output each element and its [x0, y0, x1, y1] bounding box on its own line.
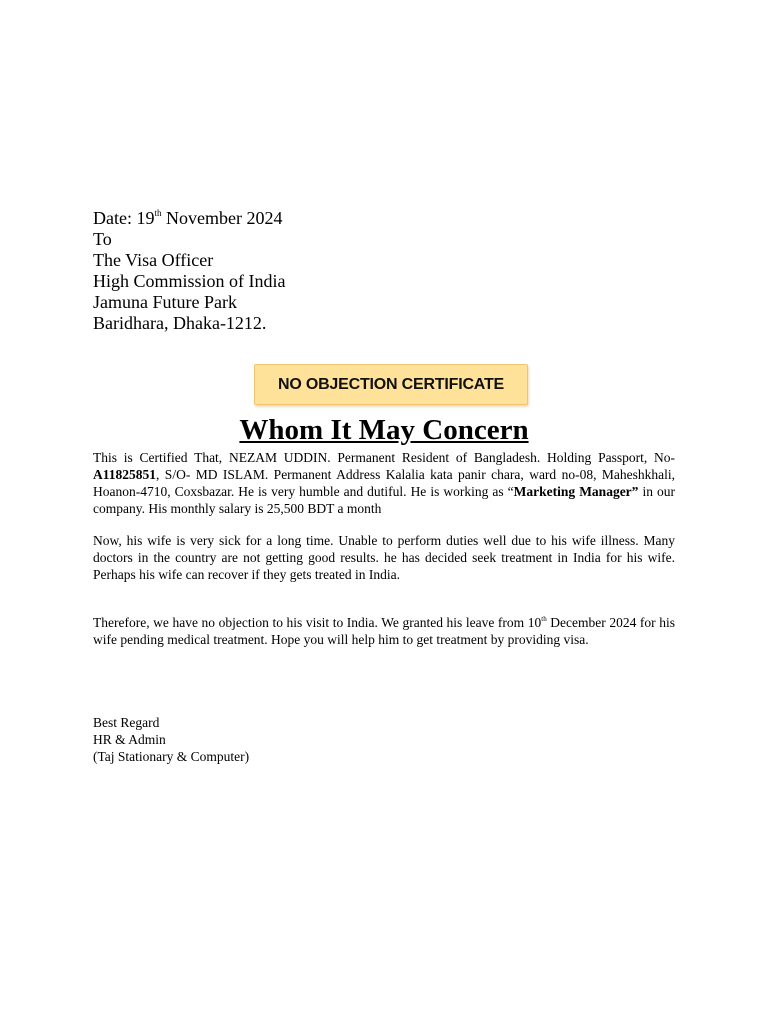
recipient-office: High Commission of India [93, 271, 286, 291]
recipient-address-line2: Baridhara, Dhaka-1212. [93, 313, 267, 333]
date-month-year: November 2024 [161, 208, 283, 228]
letter-heading: Whom It May Concern [239, 414, 529, 446]
noc-badge [254, 364, 528, 405]
paragraph-permission [93, 614, 675, 648]
para1-middle: , S/O- MD ISLAM. Permanent Address Kalalia kata panir chara, ward no-08, Maheshkhali, Hoanon-4710, Coxsbazar. He is very humble and dutiful. He is working as “ [93, 467, 675, 499]
para3-ordinal: th [541, 615, 547, 623]
passport-number: A11825851 [93, 467, 157, 482]
company-name: (Taj Stationary & Computer) [93, 749, 250, 764]
department: HR & Admin [93, 732, 166, 747]
para1-end: in our company. His monthly salary is 25,500 BDT a month [93, 484, 675, 516]
noc-badge-label: NO OBJECTION CERTIFICATE [277, 375, 505, 393]
recipient-title: The Visa Officer [93, 250, 214, 270]
paragraph-illness: Now, his wife is very sick for a long time. Unable to perform duties well due to his wife illness. Many doctors in the country are not getting good results. he has decided seek treatment in India for his wife. Perhaps his wife can recover if they gets treated in India. [93, 533, 675, 582]
recipient-to: To [93, 229, 112, 249]
recipient-address-line1: Jamuna Future Park [93, 292, 237, 312]
closing: Best Regard [93, 715, 160, 730]
signoff-block [93, 714, 249, 765]
date-day: Date: 19 [93, 208, 155, 228]
letter-date [93, 208, 286, 229]
para3-end: December 2024 for his wife pending medical treatment. Hope you will help him to get treatment by providing visa. [93, 615, 675, 647]
paragraph-certification [93, 449, 675, 517]
para1-intro: This is Certified That, NEZAM UDDIN. Permanent Resident of Bangladesh. Holding Passport, No- [93, 450, 675, 465]
para3-start: Therefore, we have no objection to his visit to India. We granted his leave from 10 [93, 615, 542, 630]
address-block [93, 208, 286, 334]
date-ordinal: th [154, 208, 162, 218]
job-position: Marketing Manager” [513, 484, 639, 499]
